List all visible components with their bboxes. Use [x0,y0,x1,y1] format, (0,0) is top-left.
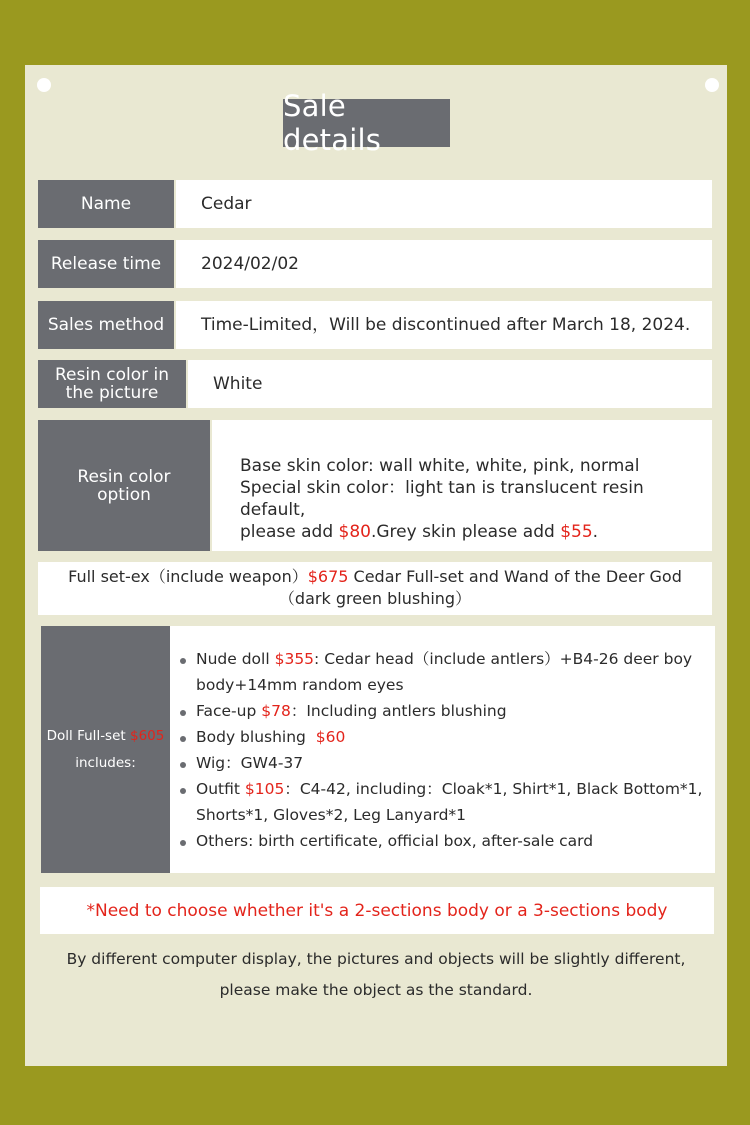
list-item [180,828,705,854]
addon-text: .Grey skin please add [370,522,561,542]
list-item [180,776,705,828]
disclaimer-line-1: By different computer display, the pictures and objects will be slightly different, [66,950,686,968]
fullset-ex-line [38,566,712,588]
list-item [180,646,705,698]
item-text: Outfit [196,780,245,798]
row-resin-color-option [38,420,712,551]
item-text: Body blushing [196,728,316,746]
row-label: Name [38,180,174,228]
item-price: $355 [274,650,315,668]
addon-text: please add [240,522,339,542]
body-section-note: *Need to choose whether it's a 2-sections body or a 3-sections body [40,887,714,934]
doll-fullset-label-line [47,723,165,750]
decor-dot-left [37,78,51,92]
doll-fullset-items [170,626,715,873]
doll-fullset-label [41,626,170,873]
row-value: Time-Limited，Will be discontinued after March 18, 2024. [176,301,712,349]
price-grey-skin: $55 [560,522,593,542]
fullset-ex-text: Cedar Full-set and Wand of the Deer God [348,567,682,586]
row-release-time [38,240,712,288]
doll-fullset-price: $605 [129,727,165,744]
decor-dot-right [705,78,719,92]
item-text: Face-up [196,702,262,720]
item-price: $78 [261,702,291,720]
doll-fullset-label-includes: includes: [75,754,136,771]
display-disclaimer [25,944,727,1006]
row-label: Release time [38,240,174,288]
item-text: : Cedar head（include antlers）+B4-26 deer boy body+14mm random eyes [196,650,693,694]
item-price: $60 [315,728,346,746]
row-label: Sales method [38,301,174,349]
item-text: ：Including antlers blushing [290,702,507,720]
item-price: $105 [244,780,285,798]
item-text: ：C4-42, including：Cloak*1, Shirt*1, Black Bottom*1, Shorts*1, Gloves*2, Leg Lanyard*1 [196,780,703,824]
row-value: Cedar [176,180,712,228]
row-resin-color-picture [38,360,712,408]
row-value [212,420,712,551]
addon-text: . [592,522,599,542]
doll-fullset-list [180,646,705,854]
item-text: Nude doll [196,650,275,668]
list-item [180,724,705,750]
row-label: Resin color option [38,420,210,551]
item-text: Others: birth certificate, official box, after-sale card [196,832,594,850]
row-name [38,180,712,228]
page-title: Sale details [283,99,450,147]
skin-special-line: Special skin color：light tan is translucent resin default, [240,478,644,520]
fullset-ex-line2: （dark green blushing） [278,589,472,608]
doll-fullset-section [41,626,715,873]
skin-addon-line [240,521,712,543]
list-item [180,750,705,776]
row-value: White [188,360,712,408]
item-text: Wig：GW4-37 [196,754,304,772]
row-value: 2024/02/02 [176,240,712,288]
price-light-tan: $80 [338,522,371,542]
fullset-ex-text: Full set-ex（include weapon） [68,567,308,586]
row-label: Resin color in the picture [38,360,186,408]
fullset-ex-price: $675 [307,567,349,586]
disclaimer-line-2: please make the object as the standard. [219,981,533,999]
fullset-ex-box [38,562,712,615]
row-sales-method [38,301,712,349]
skin-base-line: Base skin color: wall white, white, pink, normal [240,456,640,476]
doll-fullset-label-text: Doll Full-set [46,727,130,744]
sale-details-card [25,65,727,1066]
list-item [180,698,705,724]
